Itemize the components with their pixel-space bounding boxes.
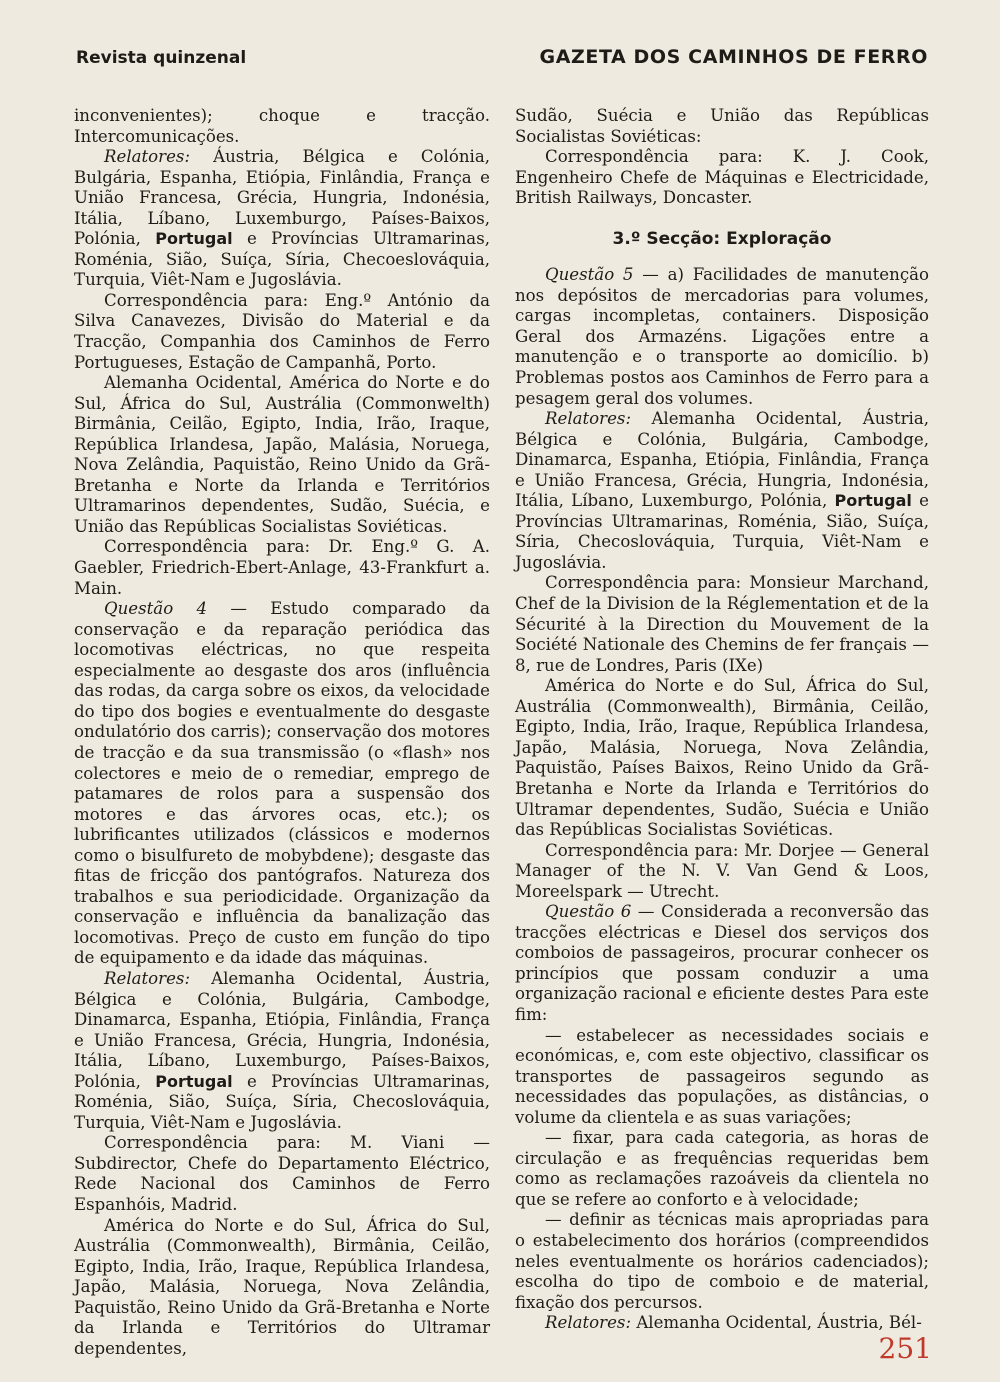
question-label: Questão 4: [104, 599, 208, 619]
left-column: [74, 106, 490, 1359]
paragraph-text: — Estudo comparado da conservação e da reparação periódica das locomotivas eléctricas, no que respeita especialmente ao desgaste dos aros (influência das rodas, da carga sobre os eixos, da velocidade do tipo dos bogies e eventualmente do desgaste ondulatório dos carris); conservação dos motores de tracção e da sua transmissão (o «flash» nos colectores e meio de o remediar, emprego de patamares de rolos para a suspensão dos motores e das árvores ocas, etc.); os lubrificantes utilizados (clássicos e modernos como o bisulfureto de mobybdene); desgaste das fitas de fricção dos pantógrafos. Natureza dos trabalhos e sua periodicidade. Organização da conservação e influência da banalização das locomotivas. Preço de custo em função do tipo de equipamento e da idade das máquinas.: [74, 599, 491, 968]
relatores-label: Relatores:: [104, 147, 191, 167]
paragraph: Correspondência para: M. Viani — Subdirector, Chefe do Departamento Eléctrico, Rede Nacional dos Caminhos de Ferro Espanhóis, Madrid.: [74, 1133, 490, 1214]
portugal-emphasis: Portugal: [834, 491, 912, 511]
portugal-emphasis: Portugal: [155, 1071, 233, 1091]
list-item: — fixar, para cada categoria, as horas de circulação e as frequências requeridas bem como as reclamações razoáveis da clientela no que se refere ao conforto e à velocidade;: [515, 1128, 929, 1209]
paragraph: América do Norte e do Sul, África do Sul, Austrália (Commonwealth), Birmânia, Ceilão, Egipto, India, Irão, Iraque, República Irlandesa, Japão, Malásia, Noruega, Nova Zelândia, Paquistão, Reino Unido da Grã-Bretanha e Norte da Irlanda e Territórios do Ultramar dependentes,: [74, 1215, 490, 1358]
paragraph-text: Alemanha Ocidental, Áustria, Bélgica e Colónia, Bulgária, Cambodge, Dinamarca, Espanha, Etiópia, Finlândia, França e União Francesa, Grécia, Hungria, Indonésia, Itália, Líbano, Luxemburgo, Polónia,: [515, 409, 929, 511]
portugal-emphasis: Portugal: [155, 229, 233, 249]
paragraph: Correspondência para: Mr. Dorjee — General Manager of the N. V. Van Gend & Loos, Moreelspark — Utrecht.: [515, 840, 929, 901]
paragraph-question: [74, 599, 490, 969]
relatores-label: Relatores:: [545, 409, 632, 429]
paragraph-text: e Províncias Ultramarinas, Roménia, Sião, Suíça, Síria, Checoslováquia, Turquia, Viêt-Nam e Jugoslávia.: [74, 1071, 490, 1132]
paragraph-relatores: [74, 969, 490, 1133]
right-column: [515, 106, 929, 1334]
paragraph-text: — a) Facilidades de manutenção nos depósitos de mercadorias para volumes, cargas incompletas, containers. Disposição Geral dos Armazéns. Ligações entre a manutenção e o transporte ao domicílio. b) Problemas postos aos Caminhos de Ferro para a pesagem geral dos volumes.: [515, 265, 929, 408]
list-item: — definir as técnicas mais apropriadas para o estabelecimento dos horários (compreendidos neles eventualmente os horários cadenciados); escolha do tipo de comboio e de material, fixação dos percursos.: [515, 1210, 929, 1312]
paragraph-text: Alemanha Ocidental, Áustria, Bél-: [631, 1313, 922, 1333]
paragraph-text: e Províncias Ultramarinas, Roménia, Sião, Suíça, Síria, Checoslováquia, Turquia, Viêt-Nam e Jugoslávia.: [515, 491, 929, 572]
relatores-label: Relatores:: [104, 968, 191, 988]
paragraph-text: e Províncias Ultramarinas, Roménia, Sião, Suíça, Síria, Checoeslováquia, Turquia, Viêt-Nam e Jugoslávia.: [74, 229, 490, 290]
paragraph: Sudão, Suécia e União das Repúblicas Socialistas Soviéticas:: [515, 106, 929, 146]
paragraph: Correspondência para: Dr. Eng.º G. A. Gaebler, Friedrich-Ebert-Anlage, 43-Frankfurt a. Main.: [74, 537, 490, 598]
page-header: [76, 46, 928, 76]
paragraph: Alemanha Ocidental, América do Norte e do Sul, África do Sul, Austrália (Commonwelth) Birmânia, Ceilão, Egipto, India, Irão, Iraque, República Irlandesa, Japão, Malásia, Noruega, Nova Zelândia, Paquistão, Reino Unido da Grã-Bretanha e Norte da Irlanda e Territórios Ultramarinos dependentes, Sudão, Suécia, e União das Repúblicas Socialistas Soviéticas.: [74, 373, 490, 536]
relatores-label: Relatores:: [545, 1313, 632, 1333]
paragraph-text: Alemanha Ocidental, Áustria, Bélgica e Colónia, Bulgária, Cambodge, Dinamarca, Espanha, Etiópia, Finlândia, França e União Francesa, Grécia, Hungria, Indonésia, Itália, Líbano, Luxemburgo, Países-Baixos, Polónia,: [74, 968, 490, 1091]
paragraph-text: — Considerada a reconversão das tracções eléctricas e Diesel dos serviços dos comboios de passageiros, procurar conhecer os princípios que possam conduzir a uma organização racional e eficiente destes Para este fim:: [515, 902, 929, 1024]
paragraph-question: [515, 265, 929, 409]
section-heading: 3.º Secção: Exploração: [612, 228, 832, 249]
paragraph: Correspondência para: Eng.º António da Silva Canavezes, Divisão do Material e da Tracção, Companhia dos Caminhos de Ferro Portugueses, Estação de Campanhã, Porto.: [74, 290, 490, 372]
paragraph: América do Norte e do Sul, África do Sul, Austrália (Commonwealth), Birmânia, Ceilão, Egipto, India, Irão, Iraque, República Irlandesa, Japão, Malásia, Noruega, Nova Zelândia, Paquistão, Países Baixos, Reino Unido da Grã-Bretanha e Norte da Irlanda e Territórios do Ultramar dependentes, Sudão, Suécia e União das Repúblicas Socialistas Soviéticas.: [515, 676, 929, 840]
paragraph: Correspondência para: Monsieur Marchand, Chef de la Division de la Réglementation et de la Sécurité à la Direction du Mouvement de la Société Nationale des Chemins de fer français — 8, rue de Londres, Paris (IXe): [515, 573, 929, 675]
paragraph: Correspondência para: K. J. Cook, Engenheiro Chefe de Máquinas e Electricidade, British Railways, Doncaster.: [515, 147, 929, 208]
paragraph-relatores: [515, 1313, 929, 1334]
running-head-right: GAZETA DOS CAMINHOS DE FERRO: [539, 46, 928, 68]
paragraph-relatores: [515, 409, 929, 573]
running-head-left: Revista quinzenal: [76, 48, 247, 68]
list-item: — estabelecer as necessidades sociais e económicas, e, com este objectivo, classificar os transportes de passageiros segundo as necessidades das populações, as distâncias, o volume da clientela e as suas variações;: [515, 1025, 929, 1127]
question-label: Questão 5: [545, 265, 634, 285]
page-number: 251: [878, 1332, 932, 1365]
paragraph-question: [515, 902, 929, 1025]
paragraph-text: Áustria, Bélgica e Colónia, Bulgária, Espanha, Etiópia, Finlândia, França e União Francesa, Grécia, Hungria, Indonésia, Itália, Líbano, Luxemburgo, Países-Baixos, Polónia,: [74, 147, 490, 249]
question-label: Questão 6: [545, 902, 632, 922]
paragraph-relatores: [74, 147, 490, 291]
paragraph: inconvenientes); choque e tracção. Intercomunicações.: [74, 106, 490, 146]
